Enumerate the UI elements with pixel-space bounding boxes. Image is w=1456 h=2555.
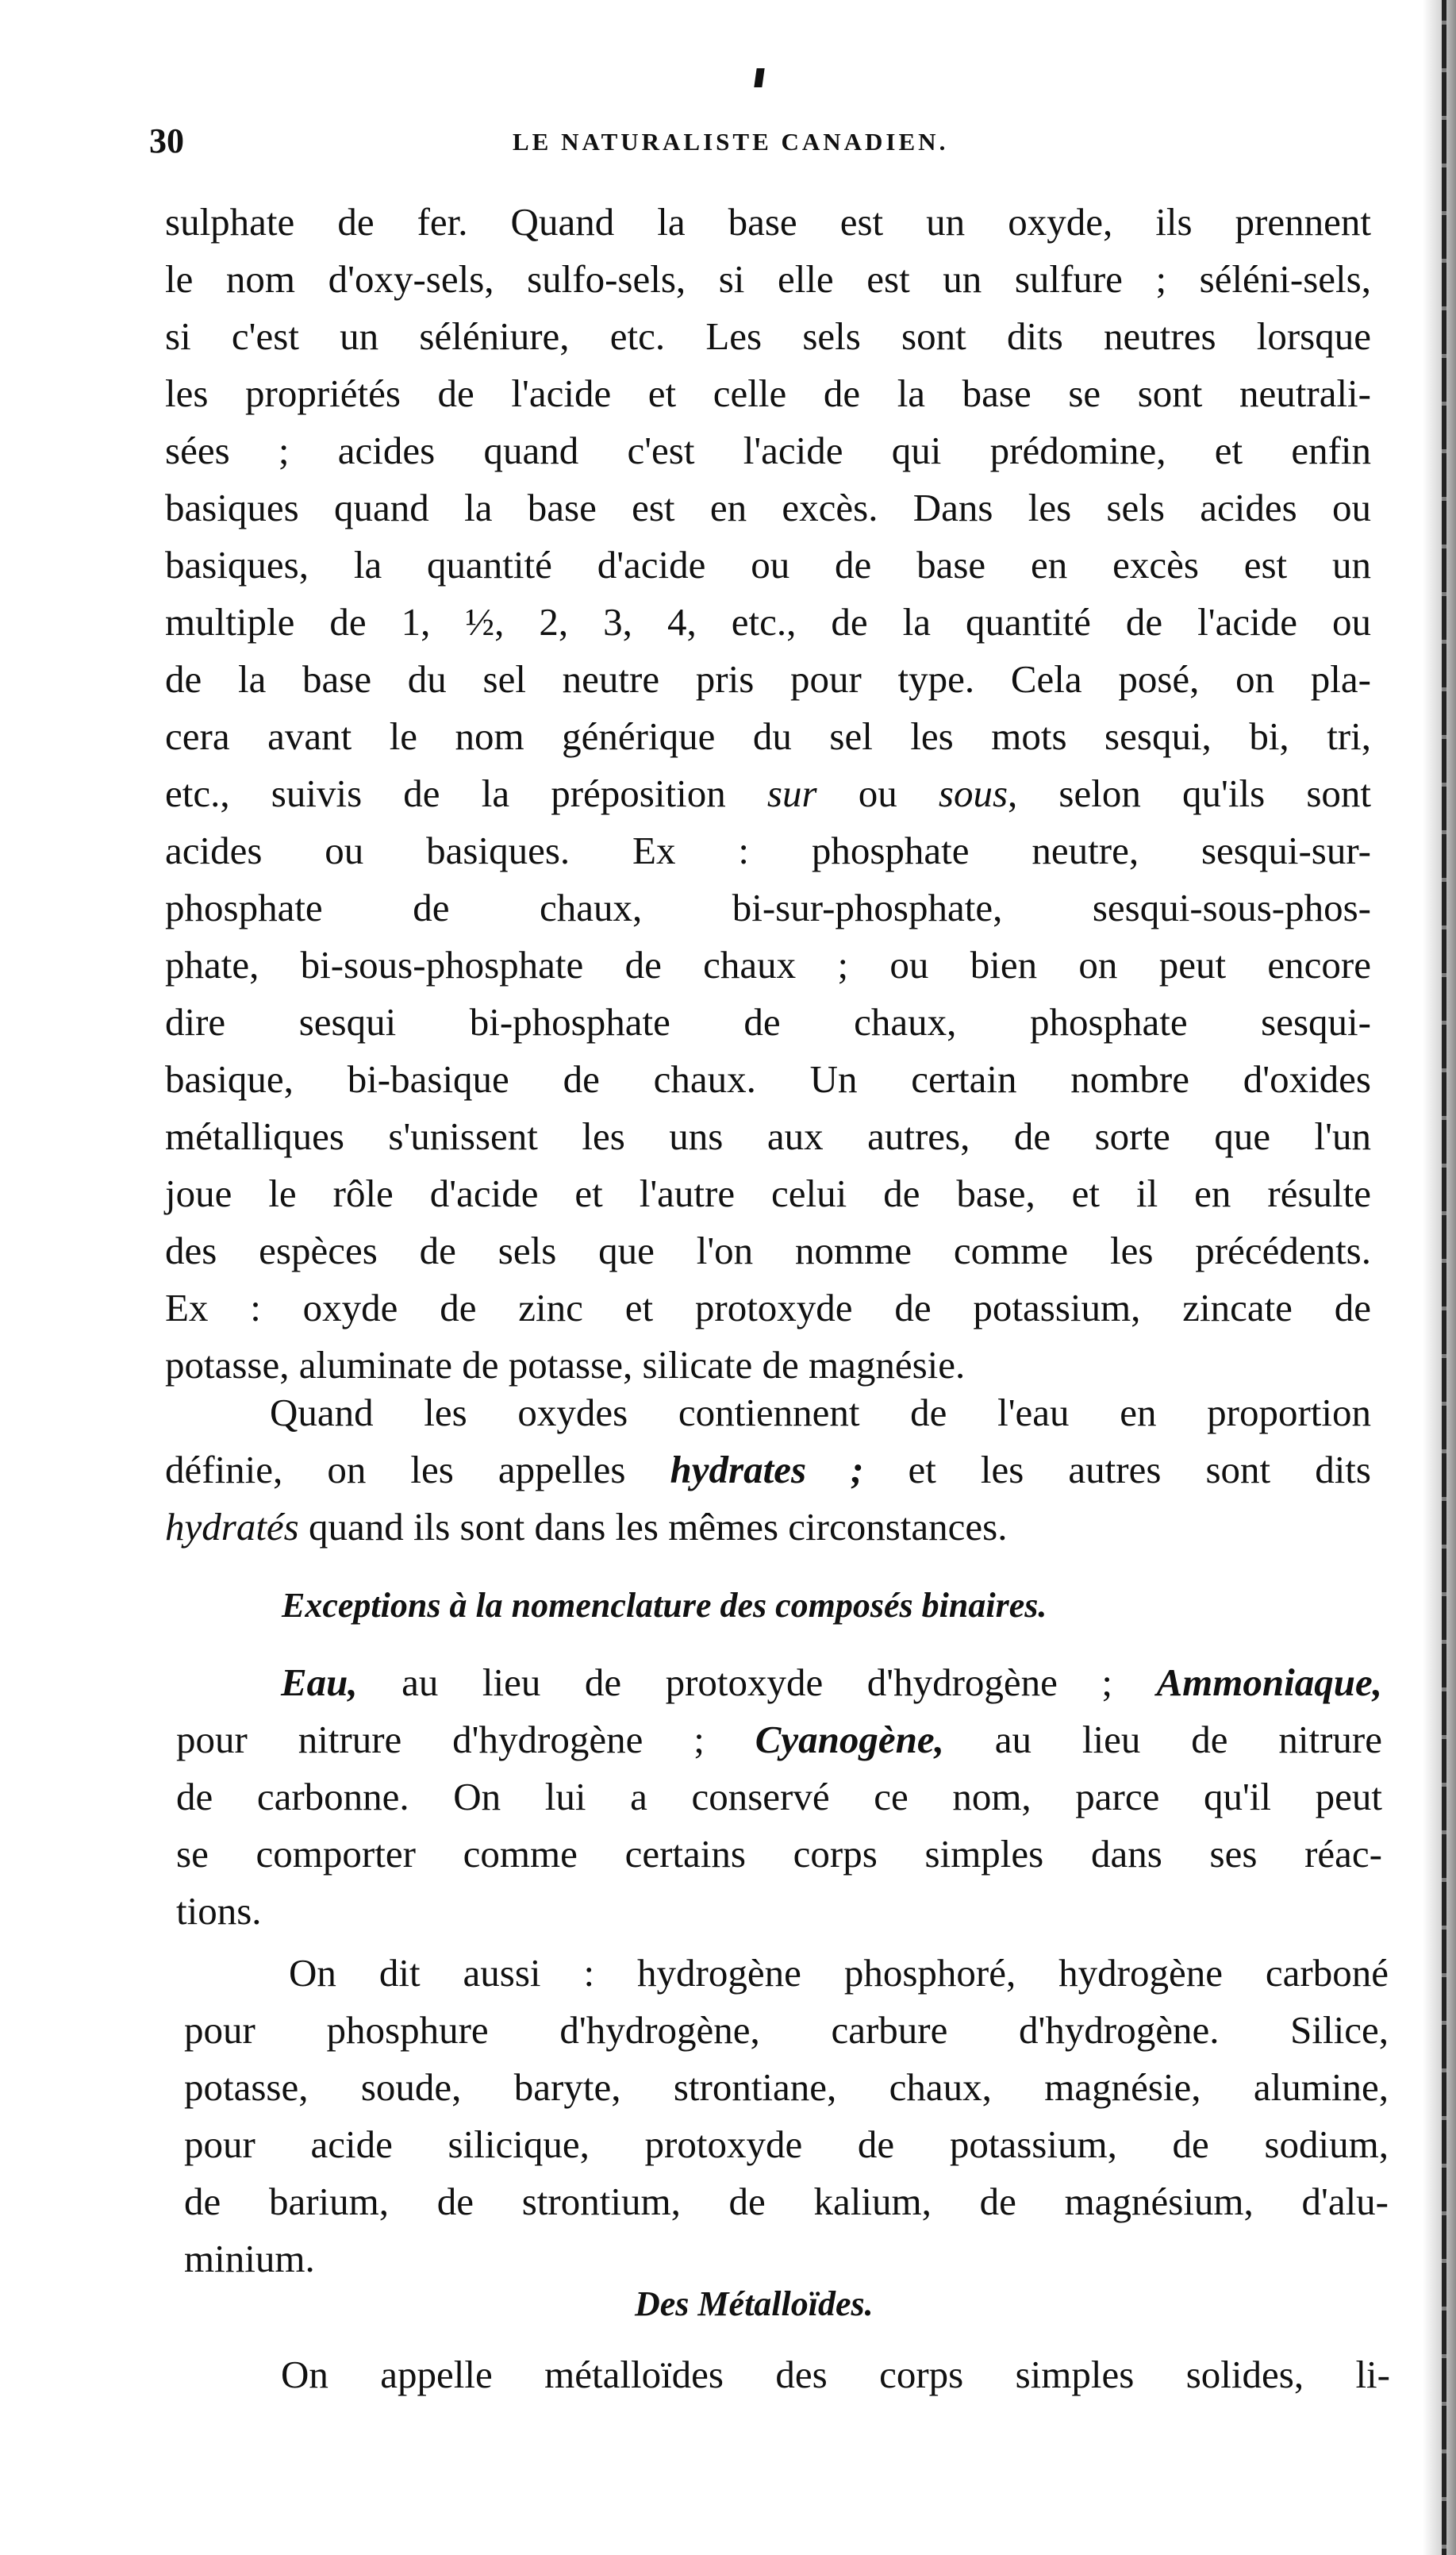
text-line xyxy=(176,1711,1382,1768)
binding-edge xyxy=(1442,0,1446,2555)
text-line xyxy=(165,1441,1371,1499)
text-segment: et les autres sont dits xyxy=(863,1448,1371,1491)
paragraph-2 xyxy=(165,1384,1371,1556)
text-line: basiques, la quantité d'acide ou de base en excès est un xyxy=(165,543,1371,587)
text-line: Quand les oxydes contiennent de l'eau en proportion xyxy=(270,1391,1371,1434)
italic-word-cyanogene: Cyanogène, xyxy=(755,1718,944,1761)
italic-word-hydrates-2: hydratés xyxy=(165,1505,299,1549)
journal-title: LE NATURALISTE CANADIEN. xyxy=(513,128,949,156)
text-line: les propriétés de l'acide et celle de la base se sont neutrali- xyxy=(165,371,1371,415)
paragraph-5 xyxy=(176,2346,1390,2403)
text-line: On appelle métalloïdes des corps simples solides, li- xyxy=(281,2353,1390,2396)
paragraph-1 xyxy=(165,194,1371,1394)
text-line: si c'est un séléniure, etc. Les sels sont dits neutres lorsque xyxy=(165,314,1371,358)
italic-word-hydrates: hydrates ; xyxy=(670,1448,864,1491)
text-line: basiques quand la base est en excès. Dans les sels acides ou xyxy=(165,486,1371,529)
italic-word-sous: sous xyxy=(938,772,1008,815)
text-segment: pour nitrure d'hydrogène ; xyxy=(176,1718,755,1761)
text-segment: , selon qu'ils sont xyxy=(1008,772,1371,815)
text-line: le nom d'oxy-sels, sulfo-sels, si elle est un sulfure ; séléni-sels, xyxy=(165,257,1371,301)
text-line: potasse, aluminate de potasse, silicate de magnésie. xyxy=(165,1343,966,1387)
text-line: potasse, soude, baryte, strontiane, chaux, magnésie, alumine, xyxy=(184,2065,1389,2109)
text-line xyxy=(165,765,1371,822)
text-line: Ex : oxyde de zinc et protoxyde de potassium, zincate de xyxy=(165,1286,1371,1329)
paragraph-3 xyxy=(176,1654,1382,1940)
section-heading-metalloides: Des Métalloïdes. xyxy=(635,2284,874,2323)
paragraph-4 xyxy=(184,1945,1389,2288)
top-mark xyxy=(754,68,764,87)
text-line: phate, bi-sous-phosphate de chaux ; ou bien on peut encore xyxy=(165,943,1371,987)
text-line: sulphate de fer. Quand la base est un oxyde, ils prennent xyxy=(165,200,1371,244)
page-edge-shadow xyxy=(1423,0,1456,2555)
text-line: multiple de 1, ½, 2, 3, 4, etc., de la quantité de l'acide ou xyxy=(165,600,1371,644)
text-line: joue le rôle d'acide et l'autre celui de base, et il en résulte xyxy=(165,1172,1371,1215)
text-line xyxy=(176,1654,1382,1711)
text-line: de barium, de strontium, de kalium, de magnésium, d'alu- xyxy=(184,2180,1389,2223)
text-segment: etc., suivis de la préposition xyxy=(165,772,726,815)
text-line: cera avant le nom générique du sel les mots sesqui, bi, tri, xyxy=(165,714,1371,758)
text-segment: au lieu de nitrure xyxy=(943,1718,1382,1761)
text-line: métalliques s'unissent les uns aux autres, de sorte que l'un xyxy=(165,1114,1371,1158)
text-line: acides ou basiques. Ex : phosphate neutre, sesqui-sur- xyxy=(165,829,1371,872)
text-segment: définie, on les appelles xyxy=(165,1448,670,1491)
text-segment: au lieu de protoxyde d'hydrogène ; xyxy=(357,1660,1157,1704)
text-line: tions. xyxy=(176,1889,262,1933)
text-line: de la base du sel neutre pris pour type. Cela posé, on pla- xyxy=(165,657,1371,701)
text-line: On dit aussi : hydrogène phosphoré, hydrogène carboné xyxy=(289,1951,1389,1995)
text-line: pour acide silicique, protoxyde de potassium, de sodium, xyxy=(184,2122,1389,2166)
text-line: sées ; acides quand c'est l'acide qui prédomine, et enfin xyxy=(165,429,1371,472)
italic-word-ammoniaque: Ammoniaque, xyxy=(1156,1660,1382,1704)
running-head xyxy=(0,117,1456,165)
text-line: de carbonne. On lui a conservé ce nom, parce qu'il peut xyxy=(176,1775,1382,1818)
text-line: se comporter comme certains corps simples dans ses réac- xyxy=(176,1832,1382,1876)
italic-word-sur: sur xyxy=(766,772,817,815)
italic-word-eau: Eau, xyxy=(281,1660,358,1704)
text-segment: ou xyxy=(816,772,939,815)
text-segment: quand ils sont dans les mêmes circonstances. xyxy=(298,1505,1008,1549)
text-line: minium. xyxy=(184,2237,315,2280)
text-line xyxy=(165,1499,1371,1556)
text-line: basique, bi-basique de chaux. Un certain nombre d'oxides xyxy=(165,1057,1371,1101)
section-heading-exceptions: Exceptions à la nomenclature des composés binaires. xyxy=(282,1586,1047,1625)
text-line: pour phosphure d'hydrogène, carbure d'hydrogène. Silice, xyxy=(184,2008,1389,2052)
text-line: phosphate de chaux, bi-sur-phosphate, sesqui-sous-phos- xyxy=(165,886,1371,929)
text-line: dire sesqui bi-phosphate de chaux, phosphate sesqui- xyxy=(165,1000,1371,1044)
page-number: 30 xyxy=(149,121,184,160)
text-line: des espèces de sels que l'on nomme comme les précédents. xyxy=(165,1229,1371,1272)
